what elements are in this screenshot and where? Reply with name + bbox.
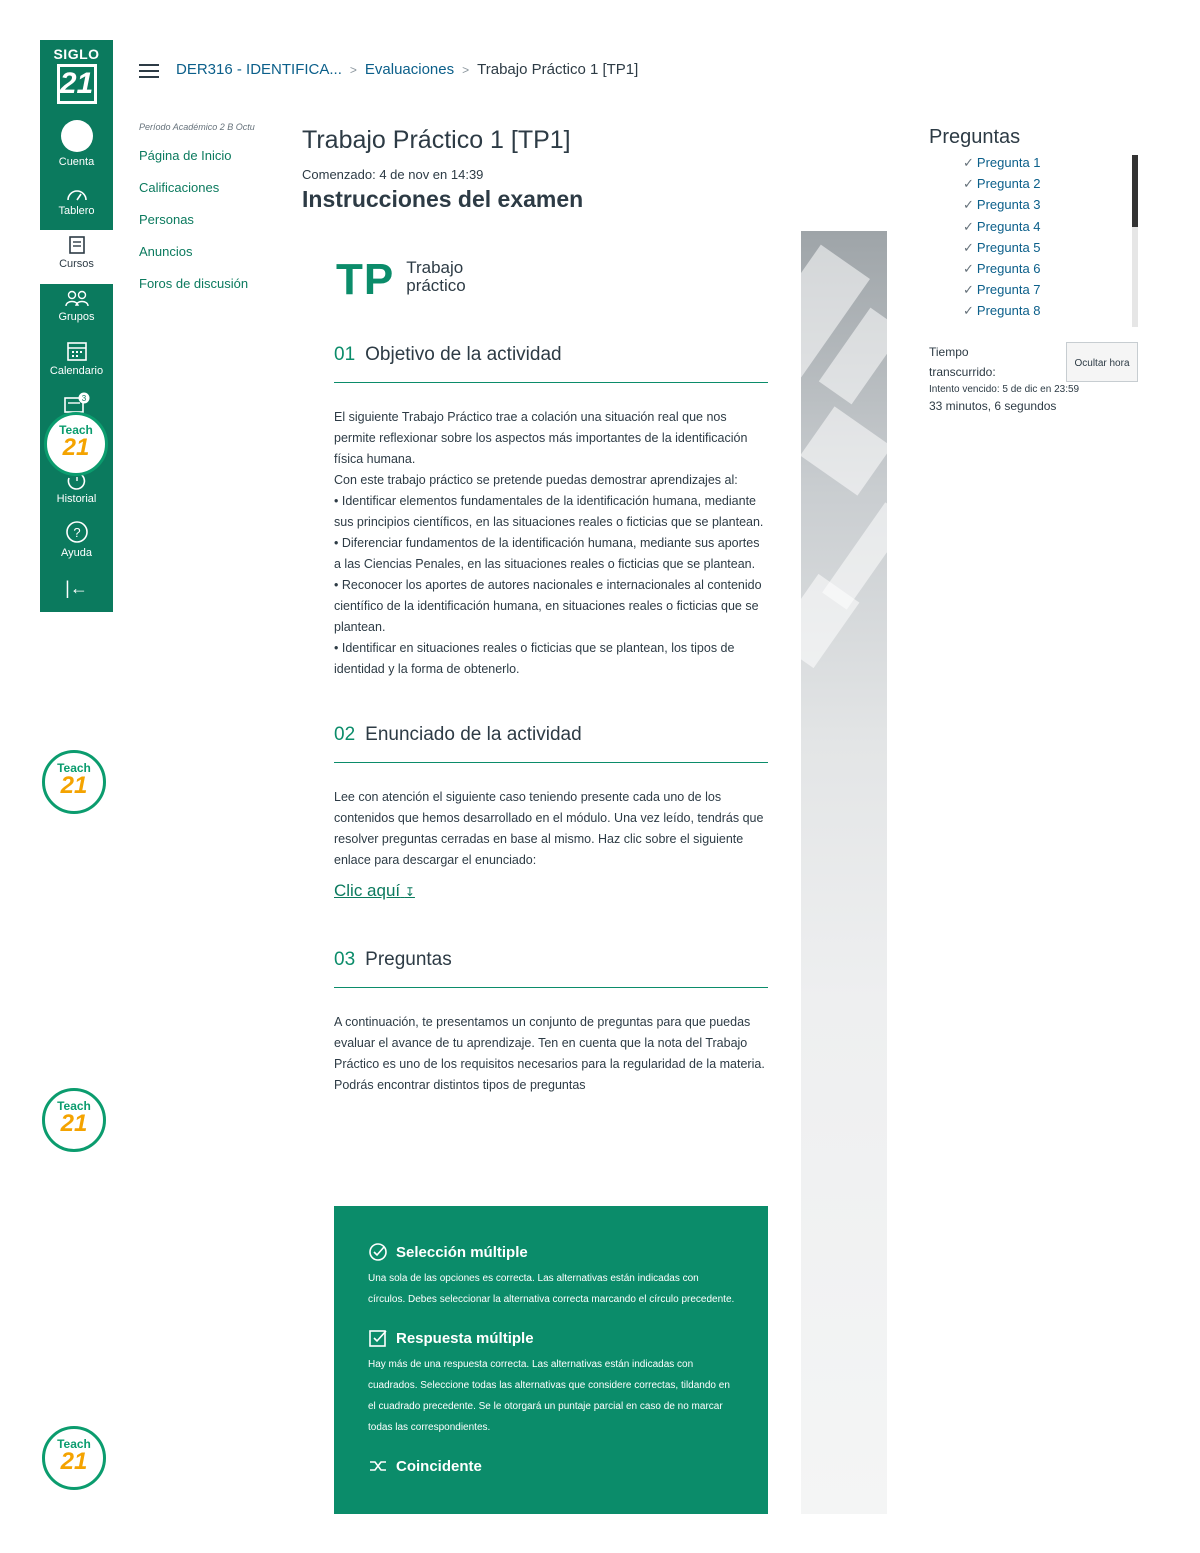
teach-number: 21 xyxy=(60,1110,88,1137)
question-link-label: Pregunta 7 xyxy=(976,282,1041,298)
scrollbar-thumb[interactable] xyxy=(1132,155,1138,227)
elapsed-time: 33 minutos, 6 segundos xyxy=(929,399,1057,413)
question-link[interactable] xyxy=(963,303,1139,324)
question-link[interactable] xyxy=(963,282,1139,303)
checkmark-icon: ✓ xyxy=(963,303,974,319)
question-link-label: Pregunta 4 xyxy=(976,218,1041,234)
instructions-content xyxy=(334,252,768,1096)
paragraph: El siguiente Trabajo Práctico trae a colación una situación real que nos permite reflexionar sobre los aspectos más importantes de la identificación física humana. xyxy=(334,410,748,466)
nav-help-label: Ayuda xyxy=(61,547,92,559)
question-link-label: Pregunta 6 xyxy=(976,260,1041,276)
questions-panel xyxy=(929,126,1139,325)
section-heading xyxy=(334,344,768,383)
chevron-right-icon: > xyxy=(462,63,470,77)
teach-text: Teach xyxy=(57,1099,91,1113)
checkmark-icon: ✓ xyxy=(963,282,974,298)
tp-line1: Trabajo xyxy=(406,258,464,277)
nav-account-label: Cuenta xyxy=(58,156,95,168)
chevron-right-icon: > xyxy=(349,63,357,77)
objective-text xyxy=(334,407,768,680)
question-type-title: Selección múltiple xyxy=(396,1243,528,1261)
questions-text: A continuación, te presentamos un conjunto de preguntas para que puedas evaluar el avance de tu aprendizaje. Ten en cuenta que la nota del Trabajo Práctico es uno de los requisitos necesarios para la regularidad de la materia. Podrás encontrar distintos tipos de preguntas xyxy=(334,1015,765,1092)
teach21-badge[interactable] xyxy=(42,1426,106,1490)
nav-courses[interactable] xyxy=(40,235,113,270)
term-label: Período Académico 2 B Octu xyxy=(139,122,255,132)
teach-number: 21 xyxy=(60,1448,88,1475)
hamburger-menu-icon[interactable] xyxy=(139,64,159,78)
paragraph: Con este trabajo práctico se pretende puedas demostrar aprendizajes al: xyxy=(334,473,738,487)
question-link[interactable] xyxy=(963,240,1139,261)
tp-abbr: TP xyxy=(336,255,395,304)
bullet: • Diferenciar fundamentos de la identificación humana, mediante sus aportes a las Ciencias Penales, en las situaciones reales o ficticias que se plantean. xyxy=(334,536,760,571)
logo-number: 21 xyxy=(57,64,97,104)
question-link-label: Pregunta 1 xyxy=(976,155,1041,170)
download-link[interactable] xyxy=(334,881,415,901)
shuffle-icon xyxy=(368,1456,388,1476)
collapse-nav-icon[interactable]: |← xyxy=(65,578,88,598)
hide-time-button[interactable]: Ocultar hora xyxy=(1066,342,1138,382)
section-title: Objetivo de la actividad xyxy=(365,344,562,365)
question-link-label: Pregunta 5 xyxy=(976,239,1041,255)
question-link[interactable] xyxy=(963,261,1139,282)
groups-icon xyxy=(64,290,90,308)
course-nav-grades[interactable]: Calificaciones xyxy=(139,180,220,195)
avatar xyxy=(61,120,93,152)
course-nav-home[interactable]: Página de Inicio xyxy=(139,148,232,163)
teach-text: Teach xyxy=(57,1437,91,1451)
bullet: • Identificar en situaciones reales o ficticias que se plantean, los tipos de identidad y la forma de obtenerlo. xyxy=(334,641,735,676)
nav-groups[interactable] xyxy=(40,290,113,323)
question-link-label: Pregunta 8 xyxy=(976,303,1041,319)
help-icon xyxy=(65,520,89,544)
questions-scrollbar[interactable] xyxy=(1132,155,1138,327)
teach-number: 21 xyxy=(62,434,90,461)
course-nav-people[interactable]: Personas xyxy=(139,212,194,227)
question-type-heading xyxy=(368,1456,736,1476)
teach-text: Teach xyxy=(57,761,91,775)
timer-label: Tiempo transcurrido: xyxy=(929,345,996,379)
checkmark-icon: ✓ xyxy=(963,197,974,213)
book-icon xyxy=(68,235,86,255)
check-square-icon xyxy=(368,1328,388,1348)
checkmark-icon: ✓ xyxy=(963,218,974,234)
question-type-title: Respuesta múltiple xyxy=(396,1329,534,1347)
instructions-heading: Instrucciones del examen xyxy=(302,186,584,212)
checkmark-icon: ✓ xyxy=(963,239,974,255)
section-title: Preguntas xyxy=(365,949,452,970)
tp-line2: práctico xyxy=(406,276,466,295)
teach-number: 21 xyxy=(60,772,88,799)
inbox-badge: 3 xyxy=(81,394,86,403)
statement-text: Lee con atención el siguiente caso teniendo presente cada uno de los contenidos que hemos desarrollado en el módulo. Una vez leído, tendrás que resolver preguntas cerradas en base al mismo. Haz clic sobre el siguiente enlace para descargar el enunciado: xyxy=(334,790,764,867)
inbox-icon xyxy=(63,392,91,414)
section-number: 01 xyxy=(334,344,356,365)
nav-account[interactable] xyxy=(40,120,113,168)
question-link[interactable] xyxy=(963,197,1139,218)
teach21-badge[interactable] xyxy=(42,1088,106,1152)
question-type-text: Hay más de una respuesta correcta. Las alternativas están indicadas con cuadrados. Seleccione todas las alternativas que considere correctas, tildando en el cuadrado precedente. Se le otorgará un puntaje parcial en caso de no marcar todas las correspondientes. xyxy=(368,1359,730,1433)
nav-history[interactable] xyxy=(40,472,113,505)
section-number: 02 xyxy=(334,724,356,745)
teach-text: Teach xyxy=(59,423,93,437)
question-type-heading xyxy=(368,1242,736,1262)
question-link-label: Pregunta 2 xyxy=(976,176,1041,192)
download-icon: ↧ xyxy=(404,885,415,899)
question-link-label: Pregunta 3 xyxy=(976,197,1041,213)
logo-text: SIGLO xyxy=(53,46,100,62)
tp-text xyxy=(406,259,466,295)
question-link[interactable] xyxy=(963,219,1139,240)
nav-dashboard-label: Tablero xyxy=(58,205,95,217)
siglo21-logo[interactable] xyxy=(40,40,113,112)
decorative-architecture-image xyxy=(801,231,887,1514)
breadcrumb-current: Trabajo Práctico 1 [TP1] xyxy=(477,61,639,78)
question-type-text: Una sola de las opciones es correcta. Las alternativas están indicadas con círculos. Debes seleccionar la alternativa correcta marcando el círculo precedente. xyxy=(368,1273,735,1305)
breadcrumb-course[interactable]: DER316 - IDENTIFICA... xyxy=(176,61,342,78)
tp-logo xyxy=(336,252,768,308)
attempt-due: Intento vencido: 5 de dic en 23:59 xyxy=(929,384,1080,395)
nav-courses-label: Cursos xyxy=(59,258,94,270)
section-number: 03 xyxy=(334,949,356,970)
section-title: Enunciado de la actividad xyxy=(365,724,582,745)
svg-text:?: ? xyxy=(72,525,81,540)
questions-list xyxy=(963,155,1139,325)
section-heading xyxy=(334,724,768,763)
question-link[interactable] xyxy=(963,176,1139,197)
started-time: Comenzado: 4 de nov en 14:39 xyxy=(302,167,484,182)
dashboard-icon xyxy=(66,186,88,202)
nav-active-bg xyxy=(40,230,113,284)
question-types-box xyxy=(334,1206,768,1514)
nav-history-label: Historial xyxy=(56,493,97,505)
nav-help[interactable] xyxy=(40,520,113,559)
nav-dashboard[interactable] xyxy=(40,186,113,217)
section-heading xyxy=(334,949,768,988)
course-nav xyxy=(139,122,279,308)
questions-heading: Preguntas xyxy=(929,126,1021,148)
teach21-badge[interactable] xyxy=(44,412,108,476)
course-nav-announcements[interactable]: Anuncios xyxy=(139,244,193,259)
checkmark-icon: ✓ xyxy=(963,155,974,170)
breadcrumb-section[interactable]: Evaluaciones xyxy=(364,61,455,78)
bullet: • Reconocer los aportes de autores nacionales e internacionales al contenido científico de la identificación humana, en situaciones reales o ficticias que se plantean. xyxy=(334,578,762,634)
question-type-title: Coincidente xyxy=(396,1457,482,1475)
nav-calendar[interactable] xyxy=(40,340,113,377)
bullet: • Identificar elementos fundamentales de la identificación humana, mediante sus principios científicos, en las situaciones reales o ficticias que se plantean. xyxy=(334,494,764,529)
question-type-heading xyxy=(368,1328,736,1348)
timer-panel xyxy=(929,342,1139,413)
page-title: Trabajo Práctico 1 [TP1] xyxy=(302,126,571,154)
teach21-badge[interactable] xyxy=(42,750,106,814)
checkmark-icon: ✓ xyxy=(963,176,974,192)
download-link-label: Clic aquí xyxy=(334,881,401,900)
nav-calendar-label: Calendario xyxy=(49,365,104,377)
check-circle-icon xyxy=(368,1242,388,1262)
question-link[interactable] xyxy=(963,155,1139,176)
calendar-icon xyxy=(66,340,88,362)
checkmark-icon: ✓ xyxy=(963,260,974,276)
breadcrumb xyxy=(176,61,638,78)
quiz-header xyxy=(302,126,802,213)
nav-groups-label: Grupos xyxy=(58,311,95,323)
course-nav-discussions[interactable]: Foros de discusión xyxy=(139,276,249,291)
